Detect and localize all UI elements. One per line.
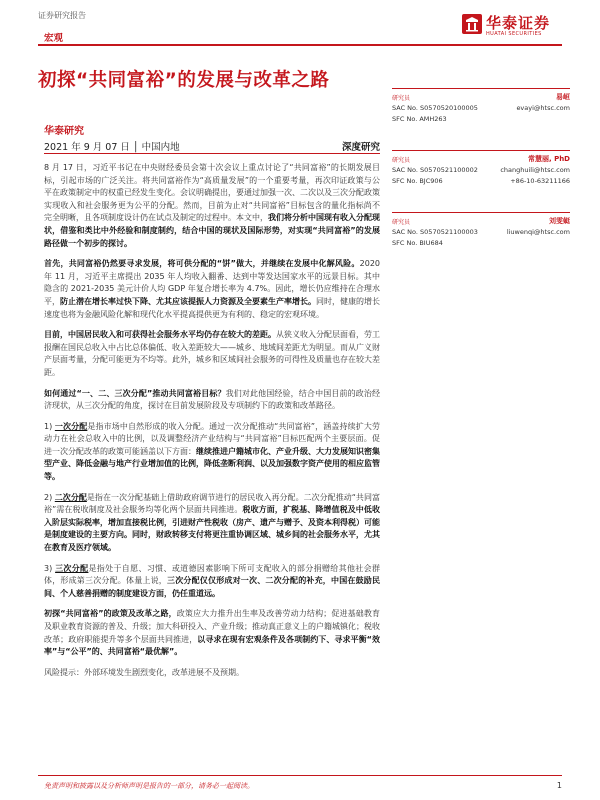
analyst-phone: +86-10-63211166 [510,177,570,185]
paragraph-gap: 目前，中国居民收入和可获得社会服务水平均仍存在较大的差距。从狭义收入分配层面看，劳工报酬在国民总收入中占比总体偏低、收入差距较大——城乡、地域间差距尤为明显。而从广义财产层面考量，分配可能更为不均等。此外，城乡和区域间社会服务的可得性及质量也存在较大差距。 [44,330,380,377]
paragraph-second-distribution: 2) 二次分配是指在一次分配基础上借助政府调节进行的居民收入再分配。二次分配推动“共同富裕”需在税收制度及社会服务均等化两个层面共同推进。税收方面，扩税基、降增值税及中低收入阶层实际税率，增加直接税比例，引进财产性税收（房产、遗产与赠予、及资本利得税）可能是制度建设的主要方向。同时，财政转移支付将更注重协调区域、城乡间的社会服务水平，尤其在教育及医疗领域。 [44,492,380,553]
analyst-card [392,88,570,146]
logo-text-cn: 华泰证券 [486,14,551,32]
report-body [44,162,380,687]
paragraph-intro: 8 月 17 日，习近平书记在中央财经委员会第十次会议上重点讨论了“共同富裕”的长期发展目标，引起市场的广泛关注。将共同富裕作为“高质量发展”的一个重要考量，再次印证政策与公平在政策制定中的权重已经发生变化。会议明确提出，要通过加强一次、二次以及三次分配政策实现收入和社会服务更为公平的分配。然而，目前为止对“共同富裕”目标包含的量化指标尚不完全明晰，且各项制度设计仍在试点及制定的过程中。本文中，我们将分析中国现有收入分配现状，借鉴和类比中外经验和制度制约，结合中国的现状及国际形势，对实现“共同富裕”的发展路径做一个初步的探讨。 [44,163,380,248]
analyst-card [392,150,570,208]
footer-disclaimer: 免责声明和披露以及分析师声明是报告的一部分，请务必一起阅读。 [44,782,254,790]
paragraph-first-distribution: 1) 一次分配是指市场中自然形成的收入分配。通过一次分配推动“共同富裕”，涵盖持续扩大劳动力在社会总收入中的比例，以及调整经济产业结构与“共同富裕”目标匹配两个主要层面。促进一次分配改革的政策可能涵盖以下方面：继续推进户籍城市化、产业升级、大力发展知识密集型产业、降低金融与地产行业增加值的比例，降低垄断利润、以及加强数字资产使用的相应监管等。 [44,421,380,482]
report-type: 深度研究 [341,142,380,153]
analyst-panel [392,88,570,274]
huatai-logo-icon [462,14,482,34]
analyst-email[interactable]: liuwenqi@htsc.com [506,228,570,236]
analyst-name: 易峘 [556,93,570,101]
date-region: 2021 年 9 月 07 日 │ 中国内地 [44,142,180,153]
page-number: 1 [556,781,562,790]
category-label: 宏观 [44,33,64,44]
analyst-sac: SAC No. S0570521100003 [392,228,478,236]
analyst-sac: SAC No. S0570520100005 [392,104,478,112]
paragraph-conclusion: 初探“共同富裕”的政策及改革之路，政策应大力推升出生率及改善劳动力结构；促进基础教育及职业教育资源的普及、升级；加大科研投入、产业升级；推动真正意义上的户籍城镇化；税收改革；政府职能提升等多个层面共同推进，以寻求在现有宏观条件及各项制约下、寻求平衡“效率”与“公平”的、共同富裕“最优解”。 [44,609,381,657]
analyst-card [392,212,570,270]
risk-warning: 风险提示：外部环境发生剧烈变化，改革进展不及预期。 [44,667,244,677]
analyst-email[interactable]: evayi@htsc.com [516,104,570,112]
analyst-role: 研究员 [392,219,411,226]
analyst-sfc: SFC No. BIU684 [392,239,443,247]
analyst-sfc: SFC No. AMH263 [392,115,447,123]
org-name: 华泰研究 [44,126,84,137]
report-title: 初探“共同富裕”的发展与改革之路 [38,70,330,91]
analyst-role: 研究员 [392,157,411,164]
paragraph-how: 如何通过“一、二、三次分配”推动共同富裕目标？我们对此他国经验，结合中国目前的政治经济现状，从三次分配的角度，探讨在目前发展阶段及专项制约下的政策和改革路径。 [44,388,380,411]
paragraph-third-distribution: 3) 三次分配是指处于自愿、习惯、或道德因素影响下所可支配收入的部分捐赠给其他社会群体，形成第三次分配。体量上说，三次分配仅仅形成对一次、二次分配的补充，中国在鼓励民间、个人慈善捐赠的制度建设方面，仍任重道远。 [44,563,380,598]
top-rule [38,44,562,46]
footer-rule [38,775,562,776]
analyst-sfc: SFC No. BJC906 [392,177,443,185]
paragraph-growth: 首先，共同富裕仍然要寻求发展，将可供分配的“饼”做大，并继续在发展中化解风险。2020 年 11 月，习近平主席提出 2035 年人均收入翻番、达到中等发达国家水平的远景目标。其中隐含的 2021-2035 美元计价人均 GDP 年复合增长率为 4.7%。因此，增长仍应维持在合理水平，防止潜在增长率过快下降、尤其应该提振人力资源及全要素生产率增长。同时，健康的增长速度也将为金融风险化解和现代化水平提高提供更为有利的、稳定的宏观环境。 [44,259,380,319]
logo-text-en: HUATAI SECURITIES [486,31,542,37]
analyst-name: 常慧丽, PhD [527,155,570,163]
analyst-role: 研究员 [392,95,411,102]
analyst-name: 刘雯蜓 [549,217,570,225]
doc-type-label: 证券研究报告 [38,11,86,20]
analyst-sac: SAC No. S0570521100002 [392,166,478,174]
analyst-email[interactable]: changhuili@htsc.com [500,166,570,174]
meta-line [44,139,380,153]
logo [462,12,572,42]
meta-rule [44,153,380,154]
